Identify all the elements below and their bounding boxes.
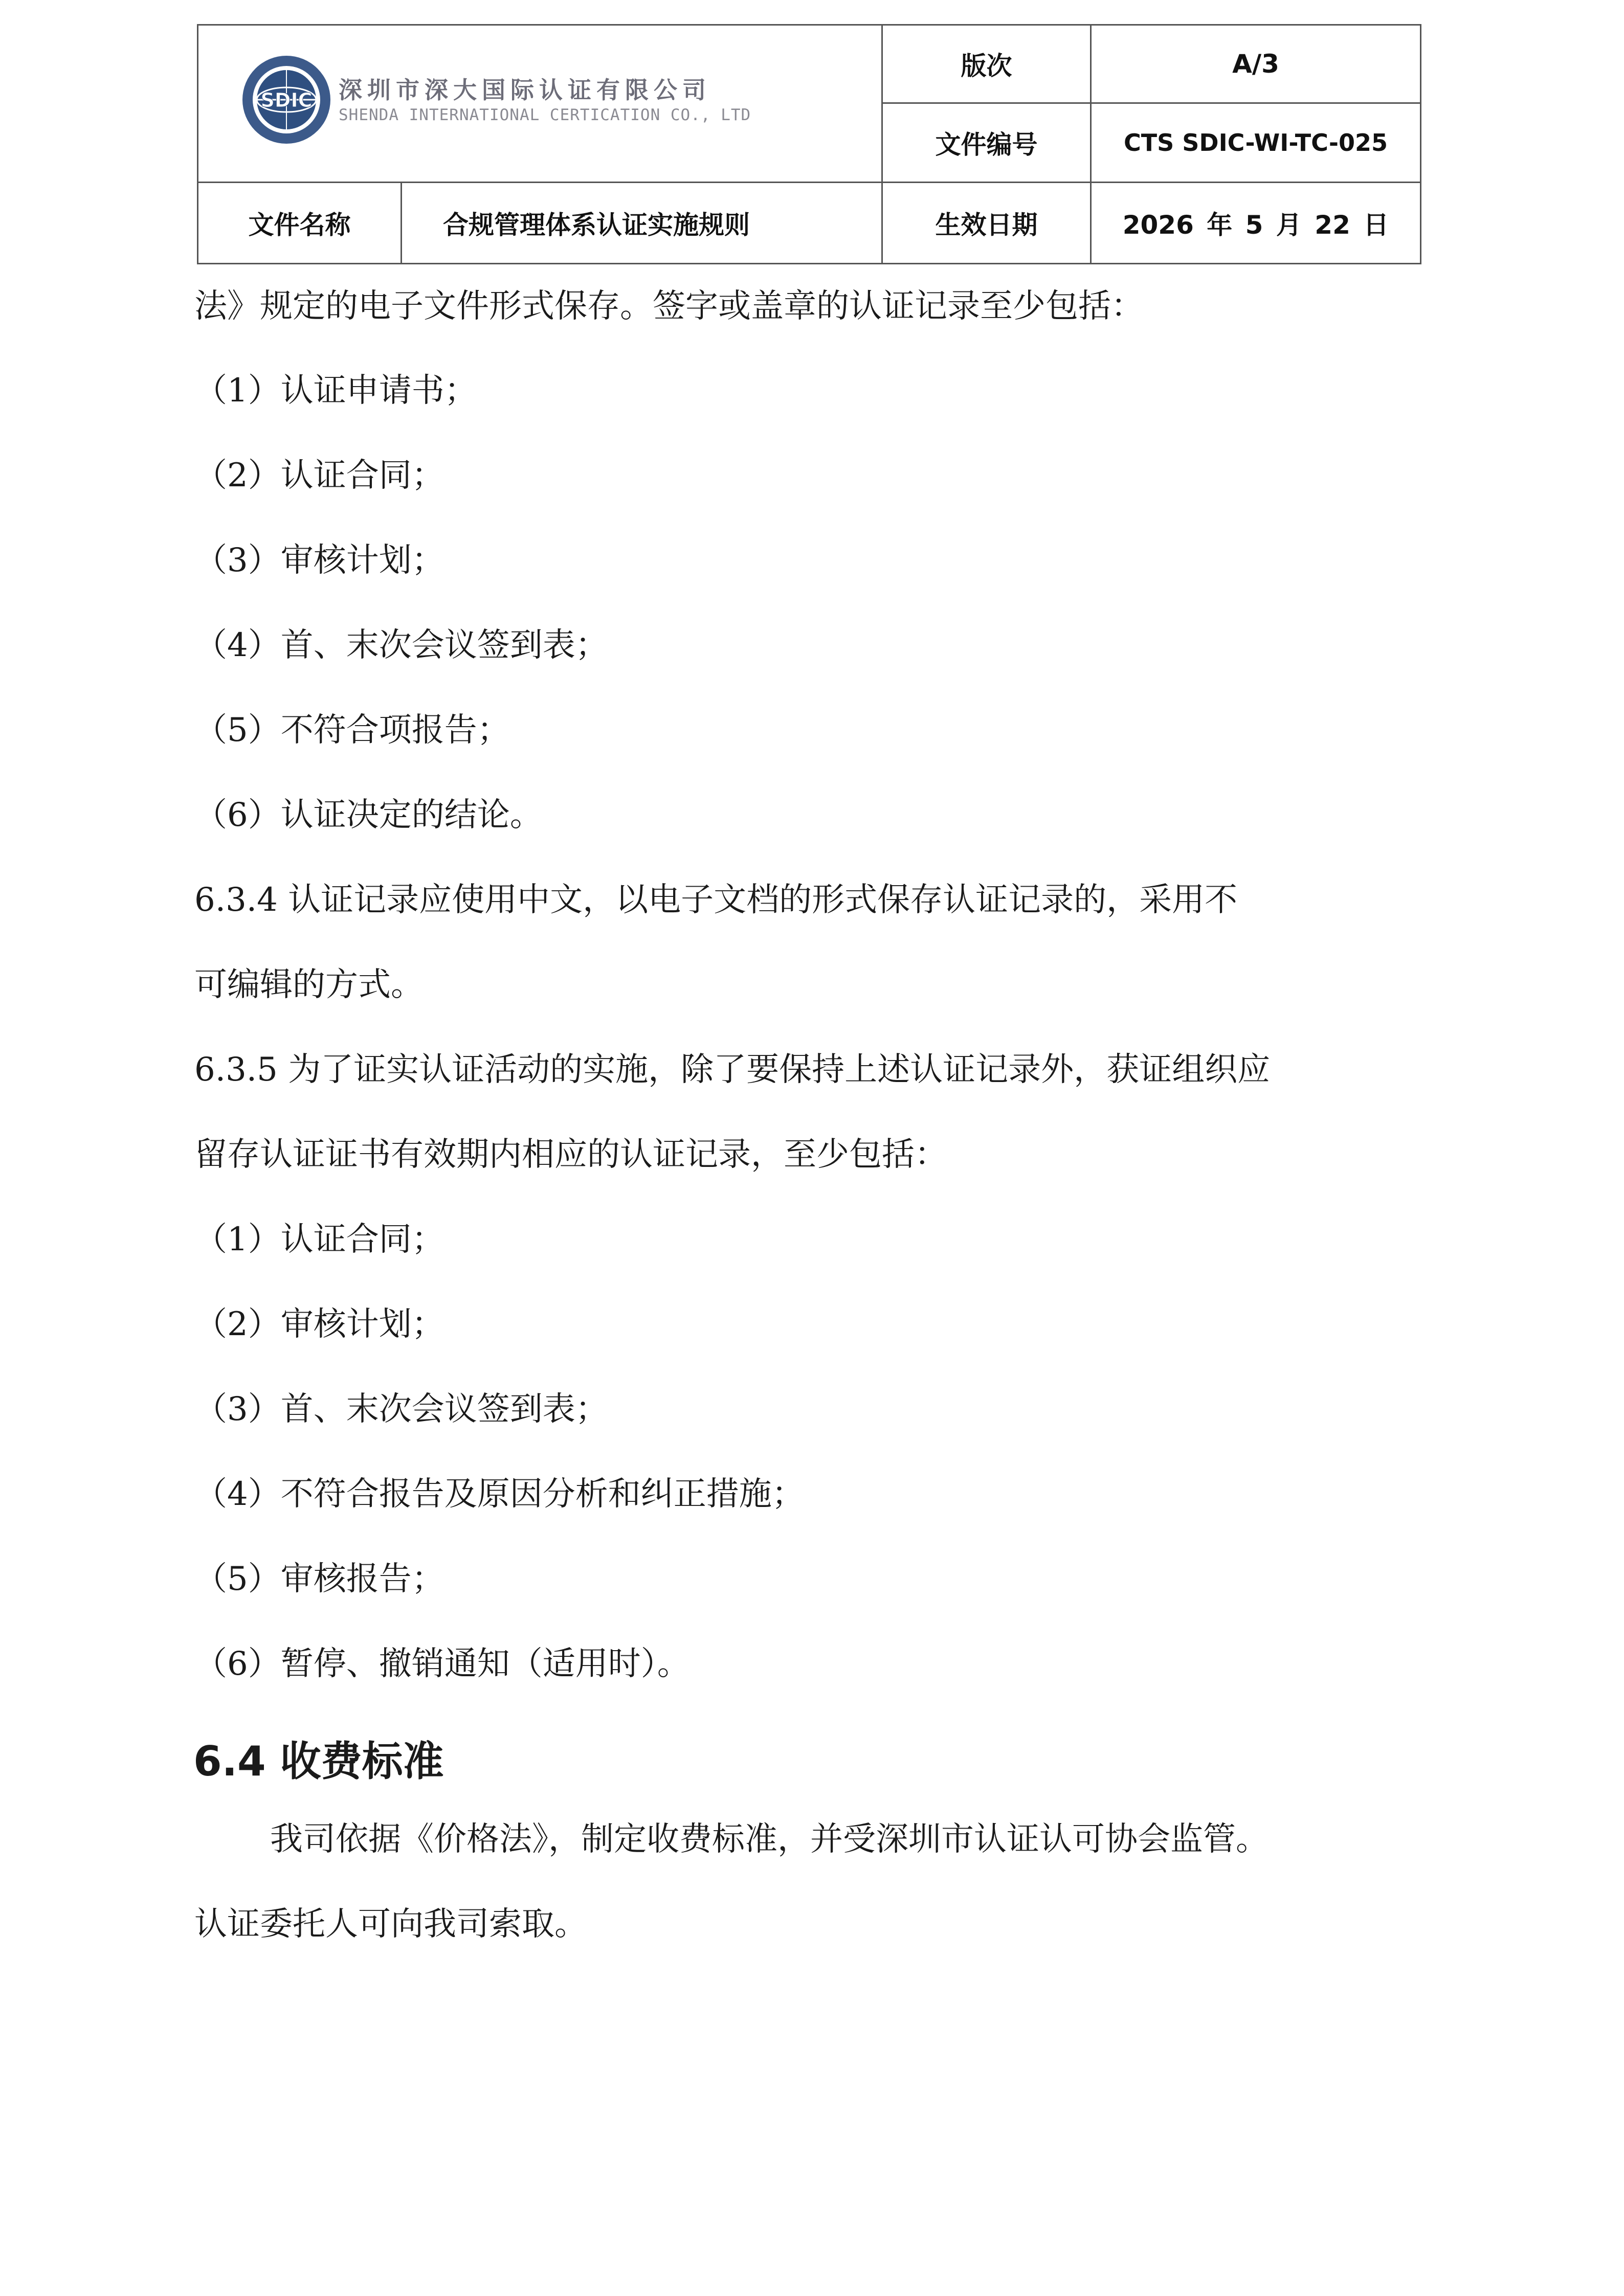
version-label: 版次 — [961, 51, 1012, 81]
docno-value: CTS SDIC-WI-TC-025 — [1123, 129, 1388, 156]
list-item: （4）不符合报告及原因分析和纠正措施； — [194, 1475, 805, 1513]
list-item: （5）不符合项报告； — [194, 711, 510, 749]
company-name-en: SHENDA INTERNATIONAL CERTICATION CO., LTD — [339, 106, 751, 124]
docname-value: 合规管理体系认证实施规则 — [443, 210, 750, 240]
list-item: （2）认证合同； — [194, 457, 444, 494]
docname-label: 文件名称 — [248, 210, 351, 240]
date-value: 2026 年 5 月 22 日 — [1122, 210, 1389, 240]
list-item: （3）首、末次会议签到表； — [194, 1390, 608, 1428]
version-value: A/3 — [1232, 49, 1279, 79]
body-line: 可编辑的方式。 — [194, 966, 424, 1004]
fee-paragraph: 我司依据《价格法》，制定收费标准，并受深圳市认证认可协会监管。 — [270, 1820, 1269, 1858]
list-item: （1）认证合同； — [194, 1221, 444, 1258]
date-label: 生效日期 — [935, 210, 1038, 240]
list-item: （6）暂停、撤销通知（适用时）。 — [194, 1645, 690, 1683]
body-line: 法》规定的电子文件形式保存。签字或盖章的认证记录至少包括： — [194, 287, 1144, 325]
docno-label: 文件编号 — [935, 130, 1038, 160]
list-item: （4）首、末次会议签到表； — [194, 626, 608, 664]
list-item: （5）审核报告； — [194, 1560, 444, 1598]
list-item: （1）认证申请书； — [194, 372, 477, 410]
company-name-cn: 深圳市深大国际认证有限公司 — [339, 76, 711, 104]
clause-6-3-4: 6.3.4 认证记录应使用中文，以电子文档的形式保存认证记录的，采用不 — [194, 881, 1238, 919]
clause-6-3-5: 6.3.5 为了证实认证活动的实施，除了要保持上述认证记录外，获证组织应 — [194, 1051, 1271, 1089]
section-heading: 6.4 收费标准 — [193, 1738, 444, 1785]
list-item: （2）审核计划； — [194, 1305, 444, 1343]
header-table — [197, 24, 1421, 264]
fee-paragraph: 认证委托人可向我司索取。 — [194, 1905, 587, 1943]
company-logo — [240, 54, 332, 146]
list-item: （6）认证决定的结论。 — [194, 796, 543, 834]
body-line: 留存认证证书有效期内相应的认证记录，至少包括： — [194, 1136, 947, 1174]
list-item: （3）审核计划； — [194, 542, 444, 579]
svg-text:SDIC: SDIC — [260, 89, 313, 111]
